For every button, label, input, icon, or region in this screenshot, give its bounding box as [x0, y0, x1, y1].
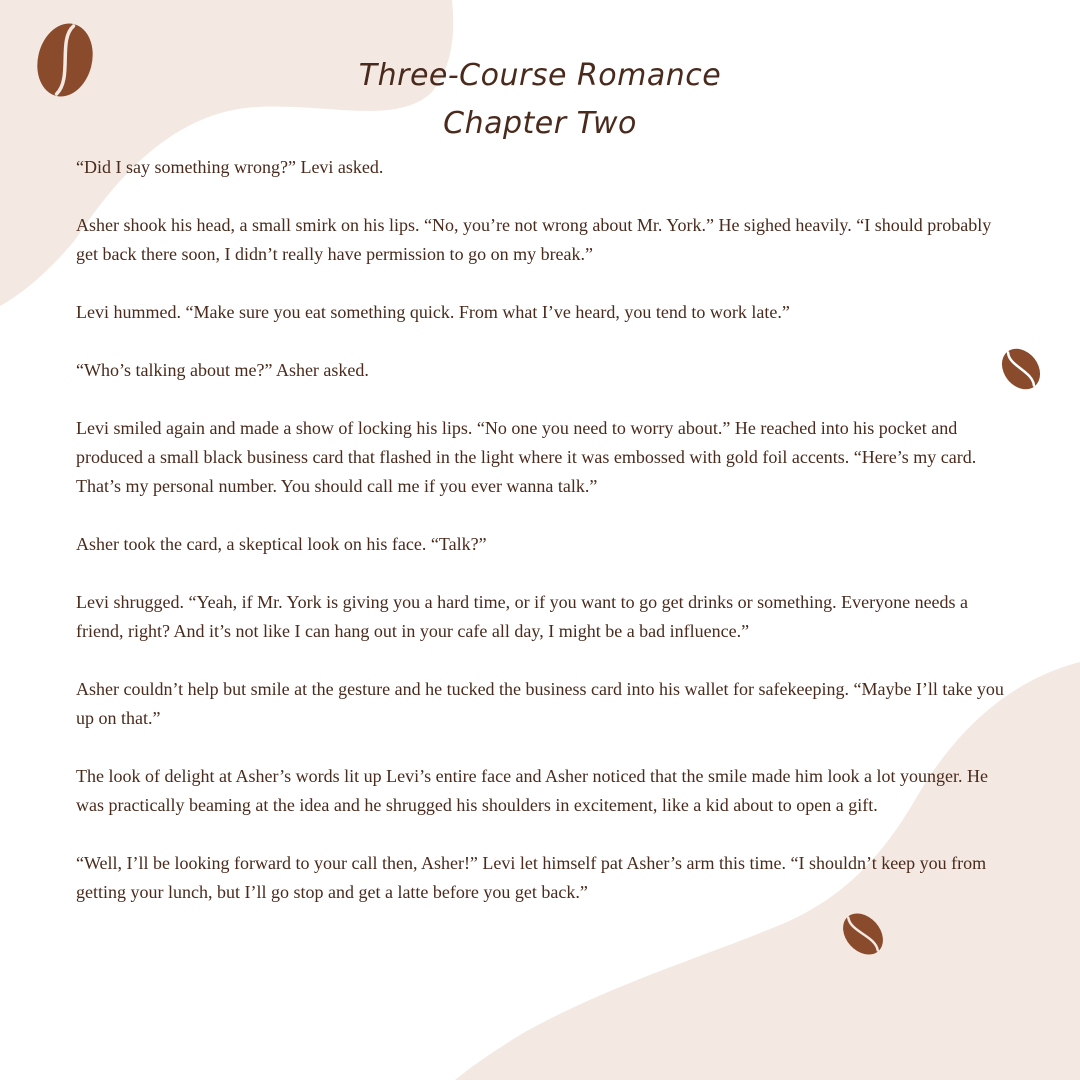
paragraph: Levi hummed. “Make sure you eat something quick. From what I’ve heard, you tend to work late.”: [76, 302, 790, 322]
chapter-title: Chapter Two: [443, 106, 637, 141]
paragraph: Asher shook his head, a small smirk on his lips. “No, you’re not wrong about Mr. York.” He sighed heavily. “I should probably get back there soon, I didn’t really have permission to go on my break.”: [76, 215, 992, 264]
paragraph: The look of delight at Asher’s words lit up Levi’s entire face and Asher noticed that the smile made him look a lot younger. He was practically beaming at the idea and he shrugged his shoulders in excitement, like a kid about to open a gift.: [76, 766, 988, 815]
paragraph: Asher took the card, a skeptical look on his face. “Talk?”: [76, 534, 487, 554]
paragraph: “Well, I’ll be looking forward to your call then, Asher!” Levi let himself pat Asher’s arm this time. “I shouldn’t keep you from getting your lunch, but I’ll go stop and get a latte before you get back.”: [76, 853, 987, 902]
paragraph: “Did I say something wrong?” Levi asked.: [76, 157, 384, 177]
paragraph: “Who’s talking about me?” Asher asked.: [76, 360, 369, 380]
story-title: Three-Course Romance: [358, 58, 722, 93]
paragraph: Asher couldn’t help but smile at the gesture and he tucked the business card into his wallet for safekeeping. “Maybe I’ll take you up on that.”: [76, 679, 1004, 728]
story-body: [76, 153, 1011, 936]
paragraph: Levi smiled again and made a show of locking his lips. “No one you need to worry about.” He reached into his pocket and produced a small black business card that flashed in the light where it was embossed with gold foil accents. “Here’s my card. That’s my personal number. You should call me if you ever wanna talk.”: [76, 418, 977, 496]
title-block: [0, 52, 1080, 148]
paragraph: Levi shrugged. “Yeah, if Mr. York is giving you a hard time, or if you want to go get drinks or something. Everyone needs a friend, right? And it’s not like I can hang out in your cafe all day, I might be a bad influence.”: [76, 592, 969, 641]
